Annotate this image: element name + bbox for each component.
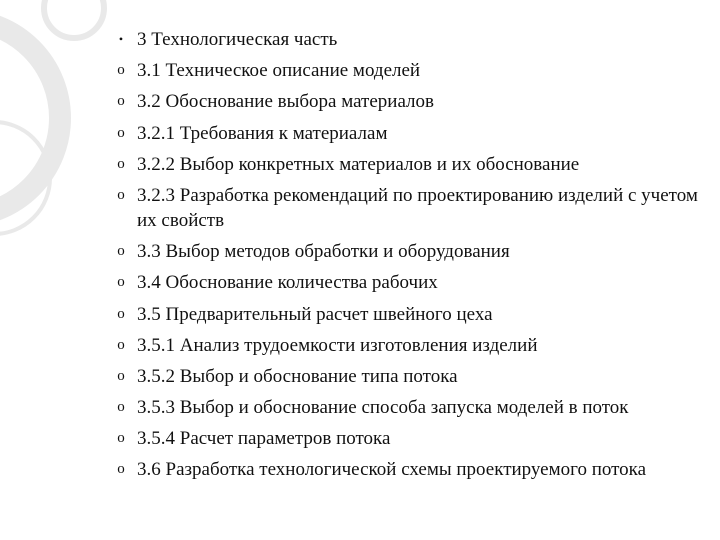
outline-item-text: 3.5.2 Выбор и обоснование типа потока: [137, 365, 458, 387]
outline-item-3: [112, 27, 712, 52]
outline-item-text: 3.5.1 Анализ трудоемкости изготовления изделий: [137, 334, 538, 356]
decorative-circles-graphic: [0, 0, 110, 540]
outline-item-3-2-1: [112, 121, 712, 146]
outline-item-text: 3.4 Обоснование количества рабочих: [137, 272, 438, 294]
decor-ring-small: [44, 0, 104, 38]
outline-item-3-2: [112, 89, 712, 114]
outline-item-3-5-2: [112, 364, 712, 389]
outline-list: [112, 27, 712, 489]
bullet-circle-icon: o: [117, 367, 125, 384]
outline-item-text: 3.2.3 Разработка рекомендаций по проектированию изделий с учетом их свойств: [137, 184, 698, 231]
bullet-circle-icon: o: [117, 62, 125, 79]
bullet-circle-icon: o: [117, 93, 125, 110]
bullet-circle-icon: o: [117, 155, 125, 172]
bullet-circle-icon: o: [117, 305, 125, 322]
outline-item-3-2-3: [112, 183, 712, 233]
outline-item-3-1: [112, 58, 712, 83]
outline-item-text: 3.2.2 Выбор конкретных материалов и их обоснование: [137, 153, 580, 175]
outline-item-text: 3.1 Техническое описание моделей: [137, 60, 421, 82]
bullet-circle-icon: o: [117, 399, 125, 416]
outline-item-3-5-3: [112, 395, 712, 420]
outline-item-3-3: [112, 239, 712, 264]
bullet-circle-icon: o: [117, 430, 125, 447]
outline-item-text: 3.2 Обоснование выбора материалов: [137, 91, 435, 113]
outline-item-3-6: [112, 457, 712, 482]
outline-item-text: 3.6 Разработка технологической схемы проектируемого потока: [137, 459, 647, 481]
bullet-dot-icon: •: [118, 32, 124, 46]
outline-item-3-5-1: [112, 333, 712, 358]
outline-item-text: 3.5.4 Расчет параметров потока: [137, 428, 391, 450]
bullet-circle-icon: o: [117, 336, 125, 353]
outline-item-text: 3 Технологическая часть: [137, 29, 338, 50]
outline-item-text: 3.2.1 Требования к материалам: [137, 122, 388, 144]
outline-item-text: 3.5 Предварительный расчет швейного цеха: [137, 303, 493, 325]
outline-item-3-5: [112, 302, 712, 327]
outline-item-text: 3.5.3 Выбор и обоснование способа запуска моделей в поток: [137, 397, 629, 419]
bullet-circle-icon: o: [117, 243, 125, 260]
bullet-circle-icon: o: [117, 186, 125, 203]
bullet-circle-icon: o: [117, 461, 125, 478]
bullet-circle-icon: o: [117, 274, 125, 291]
outline-item-3-2-2: [112, 152, 712, 177]
bullet-circle-icon: o: [117, 124, 125, 141]
outline-item-3-4: [112, 270, 712, 295]
outline-item-3-5-4: [112, 426, 712, 451]
outline-item-text: 3.3 Выбор методов обработки и оборудования: [137, 241, 510, 263]
